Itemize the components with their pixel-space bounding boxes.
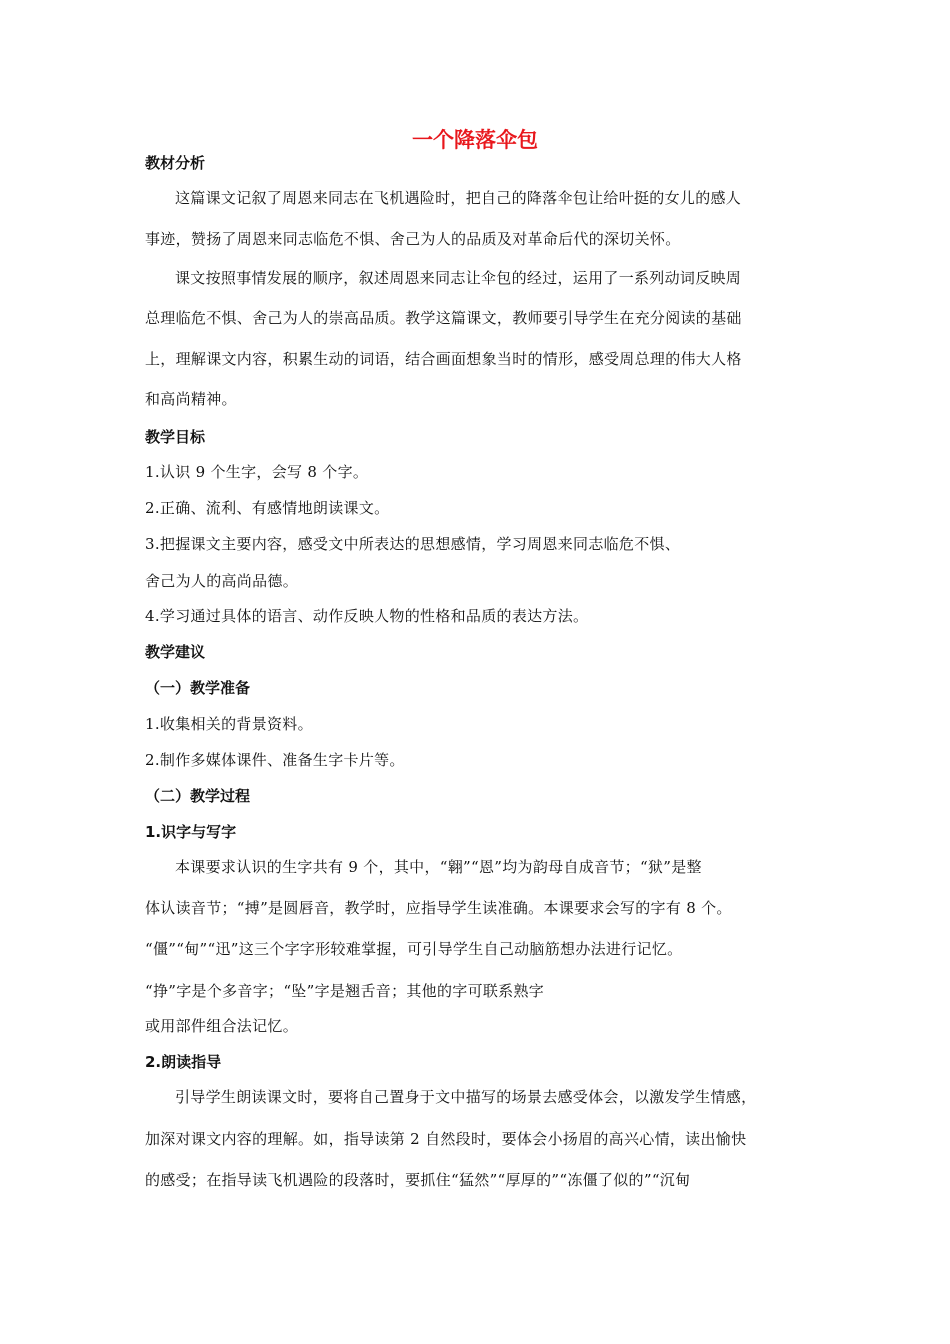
subsection-heading-reading: 2.朗读指导 xyxy=(145,1053,222,1071)
paragraph-line: 体认读音节；“搏”是圆唇音，教学时，应指导学生读准确。本课要求会写的字有 8 个。 xyxy=(145,899,732,917)
paragraph-line: 的感受；在指导读飞机遇险的段落时，要抓住“猛然”“厚厚的”“冻僵了似的”“沉甸 xyxy=(145,1171,691,1189)
list-item: 4.学习通过具体的语言、动作反映人物的性格和品质的表达方法。 xyxy=(145,607,589,625)
list-item: 2.制作多媒体课件、准备生字卡片等。 xyxy=(145,751,405,769)
subsection-heading-literacy: 1.识字与写字 xyxy=(145,823,237,841)
list-item-continuation: 舍己为人的高尚品德。 xyxy=(145,572,299,590)
section-heading-analysis: 教材分析 xyxy=(145,154,206,172)
list-item: 1.收集相关的背景资料。 xyxy=(145,715,313,733)
subsection-heading-process: （二）教学过程 xyxy=(145,787,251,805)
paragraph-line: 上，理解课文内容，积累生动的词语，结合画面想象当时的情形，感受周总理的伟大人格 xyxy=(145,350,742,368)
paragraph-line: 课文按照事情发展的顺序，叙述周恩来同志让伞包的经过，运用了一系列动词反映周 xyxy=(175,269,742,287)
paragraph-line: “挣”字是个多音字；“坠”字是翘舌音；其他的字可联系熟字 xyxy=(145,982,545,1000)
paragraph-line: 总理临危不惧、舍己为人的崇高品质。教学这篇课文，教师要引导学生在充分阅读的基础 xyxy=(145,309,742,327)
paragraph-line: 本课要求认识的生字共有 9 个，其中，“翱”“恩”均为韵母自成音节；“狱”是整 xyxy=(175,858,702,876)
paragraph-line: 这篇课文记叙了周恩来同志在飞机遇险时，把自己的降落伞包让给叶挺的女儿的感人 xyxy=(175,189,742,207)
section-heading-suggestions: 教学建议 xyxy=(145,643,206,661)
paragraph-line: 事迹，赞扬了周恩来同志临危不惧、舍己为人的品质及对革命后代的深切关怀。 xyxy=(145,230,681,248)
list-item: 1.认识 9 个生字，会写 8 个字。 xyxy=(145,463,369,481)
paragraph-line: 或用部件组合法记忆。 xyxy=(145,1017,299,1035)
subsection-heading-prep: （一）教学准备 xyxy=(145,679,251,697)
list-item: 2.正确、流利、有感情地朗读课文。 xyxy=(145,499,390,517)
section-heading-goals: 教学目标 xyxy=(145,428,206,446)
paragraph-line: “僵”“甸”“迅”这三个字字形较难掌握，可引导学生自己动脑筋想办法进行记忆。 xyxy=(145,940,683,958)
page-title: 一个降落伞包 xyxy=(412,128,538,152)
paragraph-line: 和高尚精神。 xyxy=(145,390,237,408)
paragraph-line: 引导学生朗读课文时，要将自己置身于文中描写的场景去感受体会，以激发学生情感， xyxy=(175,1088,757,1106)
paragraph-line: 加深对课文内容的理解。如，指导读第 2 自然段时，要体会小扬眉的高兴心情，读出愉快 xyxy=(145,1130,747,1148)
list-item: 3.把握课文主要内容，感受文中所表达的思想感情，学习周恩来同志临危不惧、 xyxy=(145,535,681,553)
